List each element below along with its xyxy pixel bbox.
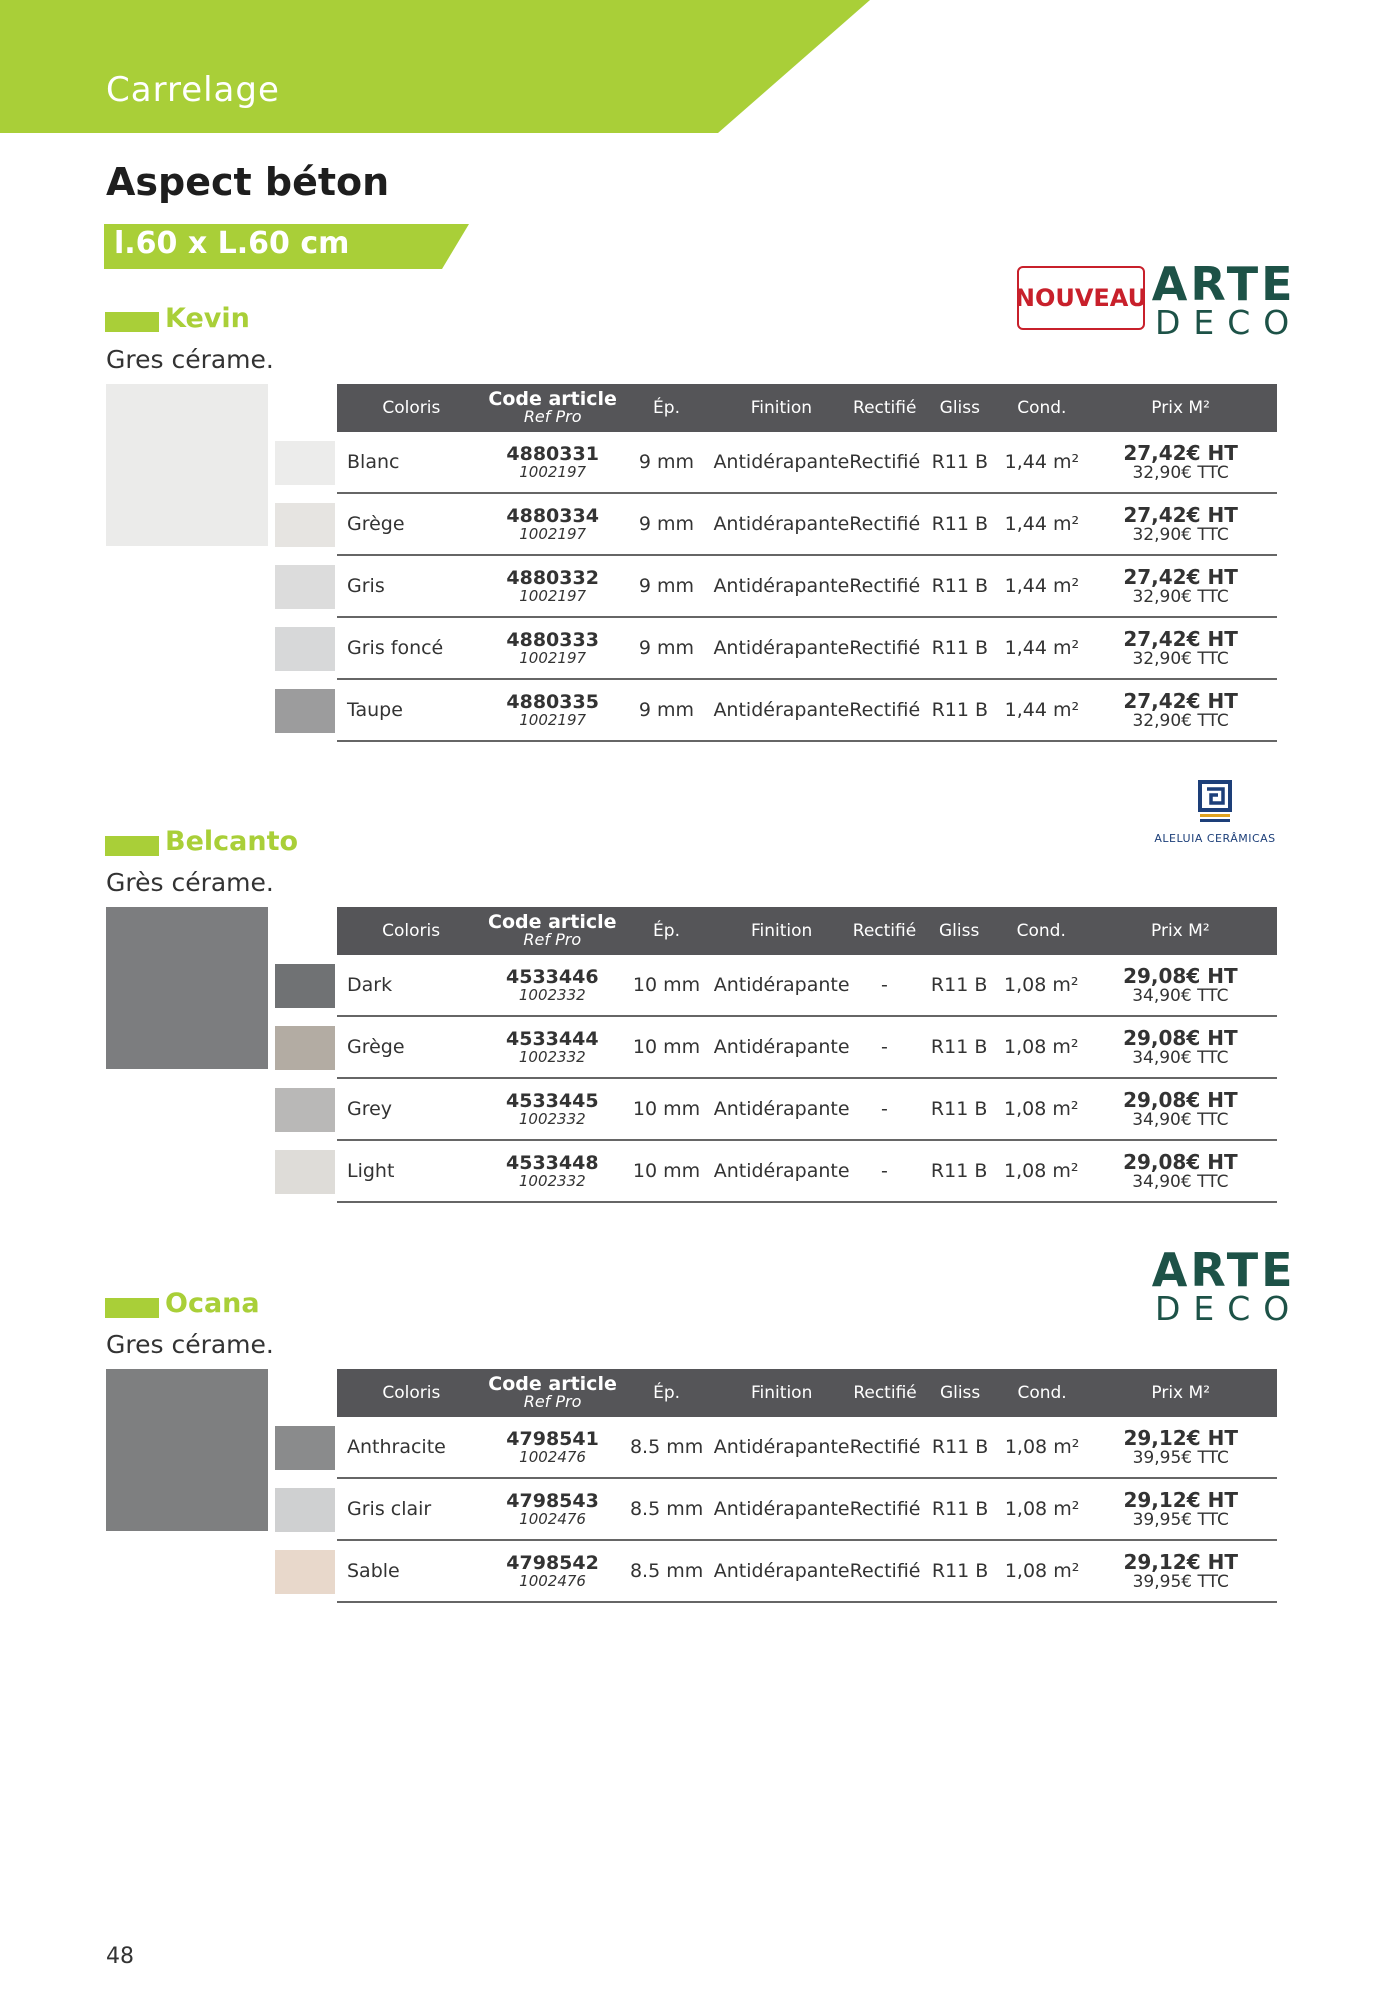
- table-row: [337, 617, 1277, 679]
- cell-rectifie: -: [850, 1078, 920, 1140]
- cell-rectifie: Rectifié: [850, 1417, 921, 1478]
- cell-ep: 10 mm: [619, 1078, 713, 1140]
- cell-rectifie: Rectifié: [850, 1478, 921, 1540]
- color-swatch: [275, 689, 335, 733]
- header-code-main: Code article: [488, 1373, 617, 1395]
- cell-code: [486, 1478, 620, 1540]
- cell-code: [486, 432, 620, 493]
- cell-gliss: R11 B: [919, 1078, 998, 1140]
- cell-coloris: Sable: [337, 1540, 486, 1602]
- color-swatch: [275, 627, 335, 671]
- cell-ep: 8.5 mm: [619, 1478, 713, 1540]
- cell-finition: Antidérapante: [714, 1016, 850, 1078]
- price-ttc: 32,90€ TTC: [1132, 586, 1229, 607]
- cell-gliss: R11 B: [919, 1140, 998, 1202]
- color-swatch: [275, 1026, 335, 1070]
- header-coloris: Coloris: [382, 398, 441, 418]
- price-ttc: 34,90€ TTC: [1132, 1047, 1229, 1068]
- cell-prix: [1084, 679, 1277, 741]
- color-swatch: [275, 1150, 335, 1194]
- header-finition: Finition: [750, 398, 813, 418]
- color-swatch: [275, 441, 335, 485]
- main-tile-image: [106, 907, 268, 1069]
- cell-code: [485, 1140, 619, 1202]
- article-code: 4533445: [506, 1090, 599, 1112]
- arte-logo-line2: DECO: [1155, 1289, 1303, 1328]
- price-ht: 29,12€ HT: [1123, 1549, 1238, 1574]
- price-ttc: 32,90€ TTC: [1132, 462, 1229, 483]
- cell-coloris: Light: [337, 1140, 485, 1202]
- table-row: [337, 1478, 1277, 1540]
- price-ttc: 34,90€ TTC: [1132, 1109, 1229, 1130]
- cell-ep: 10 mm: [619, 1140, 713, 1202]
- cell-code: [485, 1078, 619, 1140]
- aleluia-mark-icon: [1197, 780, 1233, 824]
- cell-ep: 8.5 mm: [619, 1417, 713, 1478]
- cell-rectifie: -: [850, 955, 920, 1016]
- cell-prix: [1084, 1540, 1277, 1602]
- price-ht: 27,42€ HT: [1123, 564, 1238, 589]
- cell-coloris: Grey: [337, 1078, 485, 1140]
- cell-rectifie: Rectifié: [849, 679, 920, 741]
- header-coloris: Coloris: [382, 1383, 441, 1403]
- cell-cond: 1,08 m²: [1000, 1478, 1085, 1540]
- section-marker: [105, 312, 159, 332]
- cell-code: [486, 555, 620, 617]
- ref-pro: 1002197: [519, 711, 587, 729]
- header-prix: Prix M²: [1151, 1383, 1211, 1403]
- cell-prix: [1084, 955, 1277, 1016]
- header-code: [486, 1369, 620, 1417]
- cell-rectifie: Rectifié: [849, 493, 920, 555]
- cell-code: [486, 493, 620, 555]
- ref-pro: 1002332: [518, 1172, 586, 1190]
- color-swatch: [275, 565, 335, 609]
- cell-coloris: Grège: [337, 493, 486, 555]
- article-code: 4880332: [506, 567, 599, 589]
- cell-ep: 8.5 mm: [619, 1540, 713, 1602]
- ref-pro: 1002476: [519, 1572, 586, 1590]
- article-code: 4533448: [506, 1152, 599, 1174]
- cell-coloris: Gris: [337, 555, 486, 617]
- header-ep: Ép.: [653, 1383, 681, 1403]
- cell-gliss: R11 B: [920, 617, 999, 679]
- price-ht: 29,08€ HT: [1123, 963, 1238, 988]
- section-marker: [105, 836, 159, 856]
- cell-coloris: Anthracite: [337, 1417, 486, 1478]
- article-code: 4880333: [506, 629, 599, 651]
- article-code: 4798543: [506, 1490, 599, 1512]
- ref-pro: 1002476: [519, 1510, 586, 1528]
- cell-prix: [1084, 555, 1277, 617]
- cell-gliss: R11 B: [920, 493, 999, 555]
- header-coloris: Coloris: [382, 921, 441, 941]
- section-marker: [105, 1298, 159, 1318]
- cell-finition: Antidérapante: [714, 1140, 850, 1202]
- article-code: 4533446: [506, 966, 599, 988]
- cell-coloris: Gris clair: [337, 1478, 486, 1540]
- color-swatch: [275, 1088, 335, 1132]
- section-name: Ocana: [165, 1288, 260, 1319]
- table-header-row: [337, 1369, 1277, 1417]
- cell-ep: 10 mm: [619, 1016, 713, 1078]
- header-code-main: Code article: [488, 388, 617, 410]
- price-ttc: 32,90€ TTC: [1132, 524, 1229, 545]
- cell-prix: [1084, 1478, 1277, 1540]
- arte-deco-logo-2: [1145, 1243, 1303, 1328]
- price-ttc: 39,95€ TTC: [1132, 1447, 1229, 1468]
- ref-pro: 1002332: [518, 1048, 586, 1066]
- cell-prix: [1084, 432, 1277, 493]
- header-cond: Cond.: [1016, 921, 1066, 941]
- cell-code: [486, 617, 620, 679]
- price-ht: 29,08€ HT: [1123, 1025, 1238, 1050]
- header-prix: Prix M²: [1151, 398, 1210, 418]
- header-code: [485, 907, 619, 955]
- header-code-sub: Ref Pro: [523, 407, 582, 426]
- price-ht: 27,42€ HT: [1123, 626, 1238, 651]
- cell-cond: 1,08 m²: [999, 1140, 1084, 1202]
- cell-coloris: Taupe: [337, 679, 486, 741]
- nouveau-badge: NOUVEAU: [1017, 266, 1145, 330]
- cell-cond: 1,44 m²: [1000, 679, 1085, 741]
- ref-pro: 1002197: [519, 649, 587, 667]
- section-material: Gres cérame.: [106, 1330, 274, 1359]
- header-cond: Cond.: [1017, 398, 1067, 418]
- cell-gliss: R11 B: [919, 955, 998, 1016]
- article-code: 4880335: [506, 691, 599, 713]
- cell-coloris: Gris foncé: [337, 617, 486, 679]
- cell-code: [485, 955, 619, 1016]
- cell-finition: Antidérapante: [714, 1078, 850, 1140]
- cell-cond: 1,08 m²: [999, 1078, 1084, 1140]
- price-ht: 27,42€ HT: [1123, 688, 1238, 713]
- aleluia-text: ALELUIA CERÂMICAS: [1154, 832, 1276, 845]
- cell-finition: Antidérapante: [713, 555, 849, 617]
- price-ttc: 34,90€ TTC: [1132, 985, 1229, 1006]
- price-ht: 29,08€ HT: [1123, 1087, 1238, 1112]
- cell-cond: 1,08 m²: [1000, 1540, 1085, 1602]
- cell-rectifie: Rectifié: [850, 1540, 921, 1602]
- cell-finition: Antidérapante: [713, 432, 849, 493]
- category-title: Carrelage: [106, 70, 280, 110]
- cell-gliss: R11 B: [920, 679, 999, 741]
- header-code-sub: Ref Pro: [523, 1392, 582, 1411]
- header-rectifie: Rectifié: [853, 1383, 917, 1403]
- cell-gliss: R11 B: [920, 1540, 999, 1602]
- cell-ep: 9 mm: [620, 432, 714, 493]
- section-material: Grès cérame.: [106, 868, 274, 897]
- cell-prix: [1084, 1016, 1277, 1078]
- product-table: [337, 907, 1277, 1203]
- cell-rectifie: Rectifié: [849, 617, 920, 679]
- arte-logo-line1: ARTE: [1151, 257, 1296, 311]
- price-ttc: 39,95€ TTC: [1132, 1571, 1229, 1592]
- arte-deco-logo: [1145, 257, 1303, 342]
- cell-ep: 10 mm: [619, 955, 713, 1016]
- cell-ep: 9 mm: [620, 555, 714, 617]
- aleluia-logo: [1150, 780, 1280, 845]
- cell-finition: Antidérapante: [714, 955, 850, 1016]
- size-label: l.60 x L.60 cm: [114, 226, 350, 261]
- header-gliss: Gliss: [938, 921, 980, 941]
- cell-prix: [1084, 1078, 1277, 1140]
- header-rectifie: Rectifié: [852, 921, 917, 941]
- arte-logo-line2: DECO: [1155, 303, 1303, 342]
- cell-cond: 1,44 m²: [1000, 617, 1085, 679]
- cell-prix: [1084, 617, 1277, 679]
- cell-finition: Antidérapante: [713, 493, 849, 555]
- cell-coloris: Dark: [337, 955, 485, 1016]
- price-ttc: 34,90€ TTC: [1132, 1171, 1229, 1192]
- cell-finition: Antidérapante: [714, 1417, 850, 1478]
- color-swatch: [275, 1488, 335, 1532]
- cell-gliss: R11 B: [920, 432, 999, 493]
- cell-gliss: R11 B: [920, 1478, 999, 1540]
- cell-gliss: R11 B: [919, 1016, 998, 1078]
- cell-prix: [1084, 1140, 1277, 1202]
- cell-code: [486, 679, 620, 741]
- cell-cond: 1,44 m²: [1000, 555, 1085, 617]
- article-code: 4880334: [506, 505, 599, 527]
- cell-cond: 1,08 m²: [999, 1016, 1084, 1078]
- cell-prix: [1084, 493, 1277, 555]
- article-code: 4798542: [506, 1552, 599, 1574]
- header-prix: Prix M²: [1151, 921, 1210, 941]
- table-row: [337, 1140, 1277, 1202]
- cell-ep: 9 mm: [620, 679, 714, 741]
- table-row: [337, 1417, 1277, 1478]
- header-gliss: Gliss: [939, 1383, 981, 1403]
- header-finition: Finition: [750, 921, 813, 941]
- page-number: 48: [106, 1944, 134, 1969]
- cell-coloris: Grège: [337, 1016, 485, 1078]
- cell-ep: 9 mm: [620, 617, 714, 679]
- cell-code: [486, 1417, 620, 1478]
- cell-prix: [1084, 1417, 1277, 1478]
- cell-finition: Antidérapante: [714, 1540, 850, 1602]
- arte-logo-line1: ARTE: [1151, 1243, 1296, 1297]
- cell-finition: Antidérapante: [713, 617, 849, 679]
- cell-code: [486, 1540, 620, 1602]
- price-ttc: 32,90€ TTC: [1132, 710, 1229, 731]
- header-code-sub: Ref Pro: [523, 930, 582, 949]
- main-tile-image: [106, 384, 268, 546]
- cell-cond: 1,44 m²: [1000, 493, 1085, 555]
- price-ttc: 39,95€ TTC: [1132, 1509, 1229, 1530]
- table-row: [337, 555, 1277, 617]
- cell-coloris: Blanc: [337, 432, 486, 493]
- cell-rectifie: -: [850, 1016, 920, 1078]
- ref-pro: 1002476: [519, 1448, 586, 1466]
- section-name: Kevin: [165, 303, 250, 334]
- product-table: [337, 1369, 1277, 1603]
- table-row: [337, 493, 1277, 555]
- cell-cond: 1,08 m²: [1000, 1417, 1085, 1478]
- table-header-row: [337, 384, 1277, 432]
- cell-finition: Antidérapante: [713, 679, 849, 741]
- color-swatch: [275, 503, 335, 547]
- article-code: 4533444: [506, 1028, 599, 1050]
- product-table: [337, 384, 1277, 742]
- ref-pro: 1002332: [518, 986, 586, 1004]
- cell-rectifie: Rectifié: [849, 555, 920, 617]
- price-ht: 29,12€ HT: [1123, 1425, 1238, 1450]
- section-material: Gres cérame.: [106, 345, 274, 374]
- cell-finition: Antidérapante: [714, 1478, 850, 1540]
- price-ht: 29,08€ HT: [1123, 1149, 1238, 1174]
- header-code: [486, 384, 620, 432]
- table-row: [337, 1078, 1277, 1140]
- header-ep: Ép.: [653, 398, 680, 418]
- price-ht: 29,12€ HT: [1123, 1487, 1238, 1512]
- cell-gliss: R11 B: [920, 1417, 999, 1478]
- header-rectifie: Rectifié: [853, 398, 917, 418]
- cell-gliss: R11 B: [920, 555, 999, 617]
- cell-rectifie: Rectifié: [849, 432, 920, 493]
- color-swatch: [275, 1426, 335, 1470]
- price-ht: 27,42€ HT: [1123, 502, 1238, 527]
- cell-cond: 1,08 m²: [999, 955, 1084, 1016]
- ref-pro: 1002197: [519, 463, 587, 481]
- page-heading: Aspect béton: [106, 160, 390, 204]
- table-header-row: [337, 907, 1277, 955]
- table-row: [337, 1540, 1277, 1602]
- header-code-main: Code article: [488, 911, 617, 933]
- ref-pro: 1002197: [519, 525, 587, 543]
- section-name: Belcanto: [165, 826, 299, 857]
- table-row: [337, 679, 1277, 741]
- category-banner: [0, 0, 870, 133]
- price-ht: 27,42€ HT: [1123, 440, 1238, 465]
- price-ttc: 32,90€ TTC: [1132, 648, 1229, 669]
- header-cond: Cond.: [1017, 1383, 1067, 1403]
- cell-code: [485, 1016, 619, 1078]
- color-swatch: [275, 964, 335, 1008]
- ref-pro: 1002197: [519, 587, 587, 605]
- table-row: [337, 955, 1277, 1016]
- table-row: [337, 432, 1277, 493]
- main-tile-image: [106, 1369, 268, 1531]
- color-swatch: [275, 1550, 335, 1594]
- cell-cond: 1,44 m²: [1000, 432, 1085, 493]
- header-ep: Ép.: [653, 921, 680, 941]
- header-gliss: Gliss: [939, 398, 980, 418]
- cell-ep: 9 mm: [620, 493, 714, 555]
- table-row: [337, 1016, 1277, 1078]
- ref-pro: 1002332: [518, 1110, 586, 1128]
- article-code: 4880331: [506, 443, 599, 465]
- cell-rectifie: -: [850, 1140, 920, 1202]
- header-finition: Finition: [751, 1383, 813, 1403]
- article-code: 4798541: [506, 1428, 599, 1450]
